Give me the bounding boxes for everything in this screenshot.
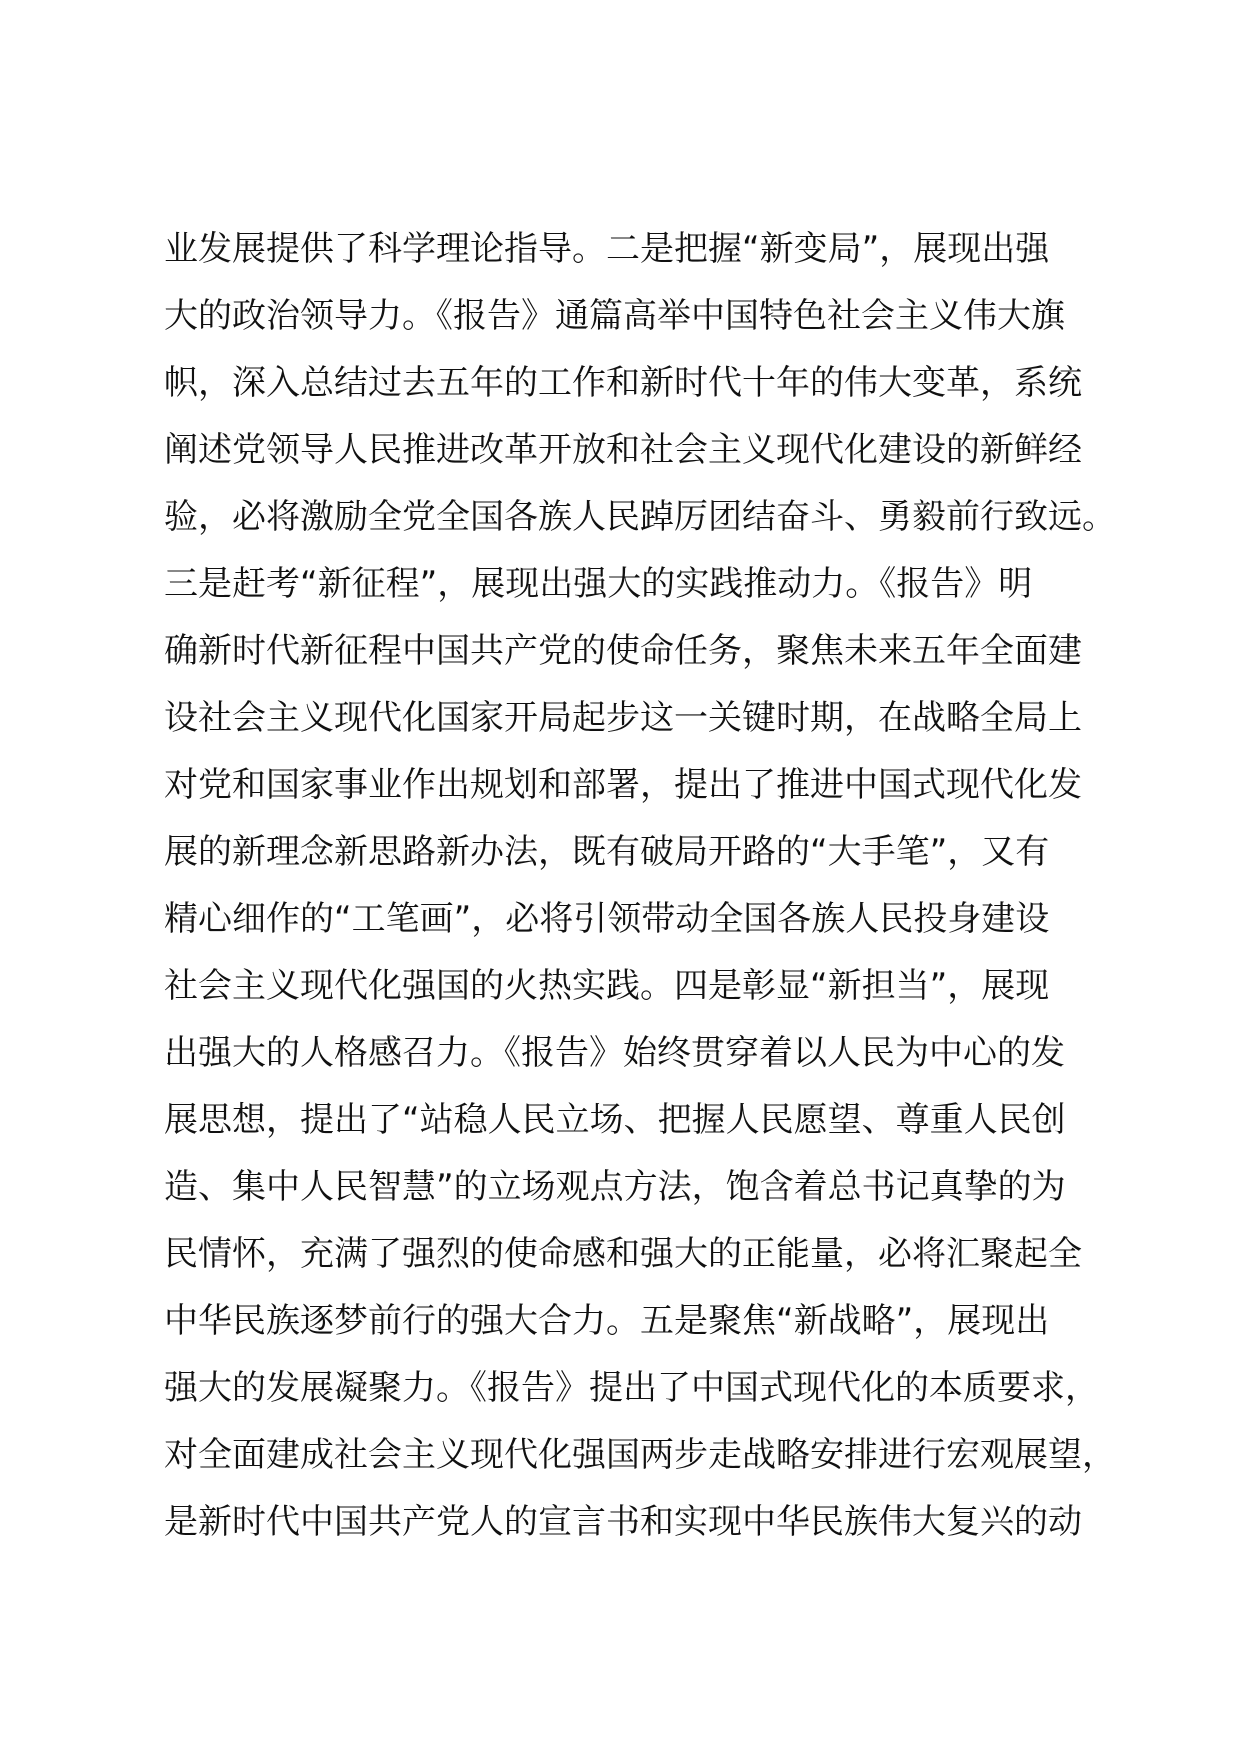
- text-line: 阐述党领导人民推进改革开放和社会主义现代化建设的新鲜经: [164, 430, 1082, 470]
- text-line: 精心细作的“工笔画”，必将引领带动全国各族人民投身建设: [164, 899, 1050, 939]
- text-line: 造、集中人民智慧”的立场观点方法，饱含着总书记真挚的为: [164, 1167, 1066, 1207]
- text-line: 出强大的人格感召力。《报告》始终贯穿着以人民为中心的发: [164, 1033, 1065, 1073]
- text-line: 民情怀，充满了强烈的使命感和强大的正能量，必将汇聚起全: [164, 1234, 1082, 1274]
- text-line: 验，必将激励全党全国各族人民踔厉团结奋斗、勇毅前行致远。: [164, 497, 1116, 537]
- text-line: 帜，深入总结过去五年的工作和新时代十年的伟大变革，系统: [164, 363, 1082, 403]
- text-line: 确新时代新征程中国共产党的使命任务，聚焦未来五年全面建: [164, 631, 1082, 671]
- body-text: [164, 216, 1124, 1556]
- text-line: 社会主义现代化强国的火热实践。四是彰显“新担当”，展现: [164, 966, 1050, 1006]
- text-line: 三是赶考“新征程”，展现出强大的实践推动力。《报告》明: [164, 564, 1033, 604]
- text-line: 强大的发展凝聚力。《报告》提出了中国式现代化的本质要求，: [164, 1368, 1099, 1408]
- text-line: 展思想，提出了“站稳人民立场、把握人民愿望、尊重人民创: [164, 1100, 1066, 1140]
- text-line: 是新时代中国共产党人的宣言书和实现中华民族伟大复兴的动: [164, 1502, 1082, 1542]
- text-line: 对全面建成社会主义现代化强国两步走战略安排进行宏观展望，: [164, 1435, 1116, 1475]
- text-line: 设社会主义现代化国家开局起步这一关键时期，在战略全局上: [164, 698, 1082, 738]
- text-line: 对党和国家事业作出规划和部署，提出了推进中国式现代化发: [164, 765, 1082, 805]
- text-line: 业发展提供了科学理论指导。二是把握“新变局”，展现出强: [164, 229, 1050, 269]
- text-line: 中华民族逐梦前行的强大合力。五是聚焦“新战略”，展现出: [164, 1301, 1050, 1341]
- text-line: 大的政治领导力。《报告》通篇高举中国特色社会主义伟大旗: [164, 296, 1065, 336]
- text-line: 展的新理念新思路新办法，既有破局开路的“大手笔”，又有: [164, 832, 1050, 872]
